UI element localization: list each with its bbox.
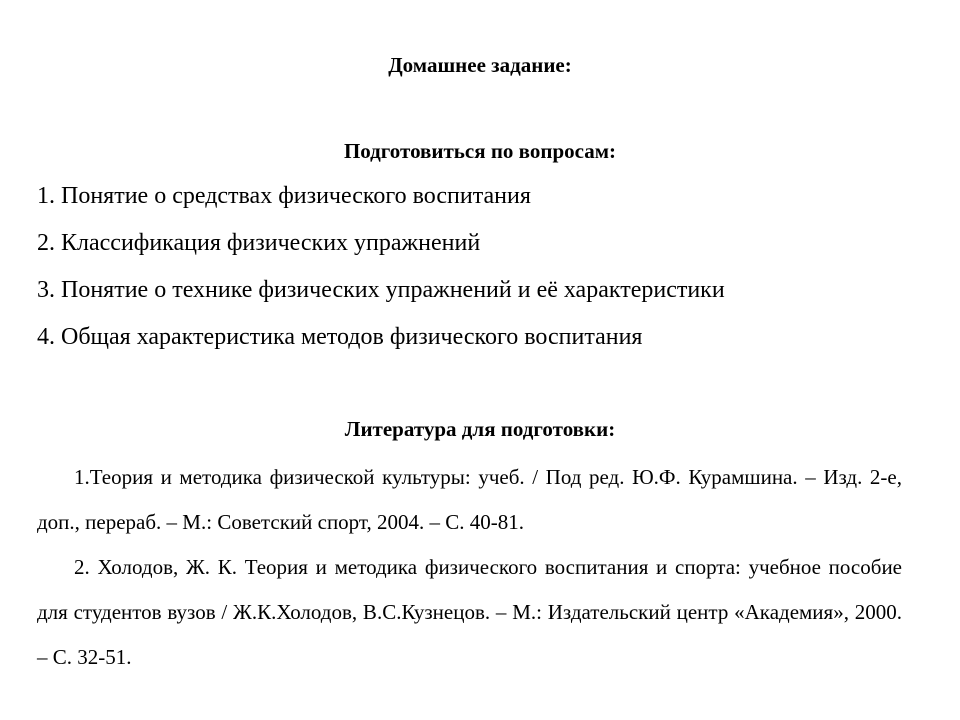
question-item: 3. Понятие о технике физических упражнений и её характеристики	[37, 277, 725, 303]
prepare-heading: Подготовиться по вопросам:	[343, 139, 617, 163]
question-list	[37, 181, 725, 369]
reference-list	[37, 455, 902, 680]
question-item: 2. Классификация физических упражнений	[37, 230, 481, 256]
literature-heading: Литература для подготовки:	[344, 417, 616, 441]
reference-item: 2. Холодов, Ж. К. Теория и методика физического воспитания и спорта: учебное пособие для студентов вузов / Ж.К.Холодов, В.С.Кузнецов. – М.: Издательский центр «Академия», 2000. – С. 32-51.	[37, 555, 902, 669]
question-item: 4. Общая характеристика методов физического воспитания	[37, 324, 643, 350]
homework-heading: Домашнее задание:	[388, 53, 572, 77]
question-item: 1. Понятие о средствах физического воспитания	[37, 183, 531, 209]
reference-item: 1.Теория и методика физической культуры: учеб. / Под ред. Ю.Ф. Курамшина. – Изд. 2-е, доп., перераб. – М.: Советский спорт, 2004. – С. 40-81.	[37, 465, 902, 534]
